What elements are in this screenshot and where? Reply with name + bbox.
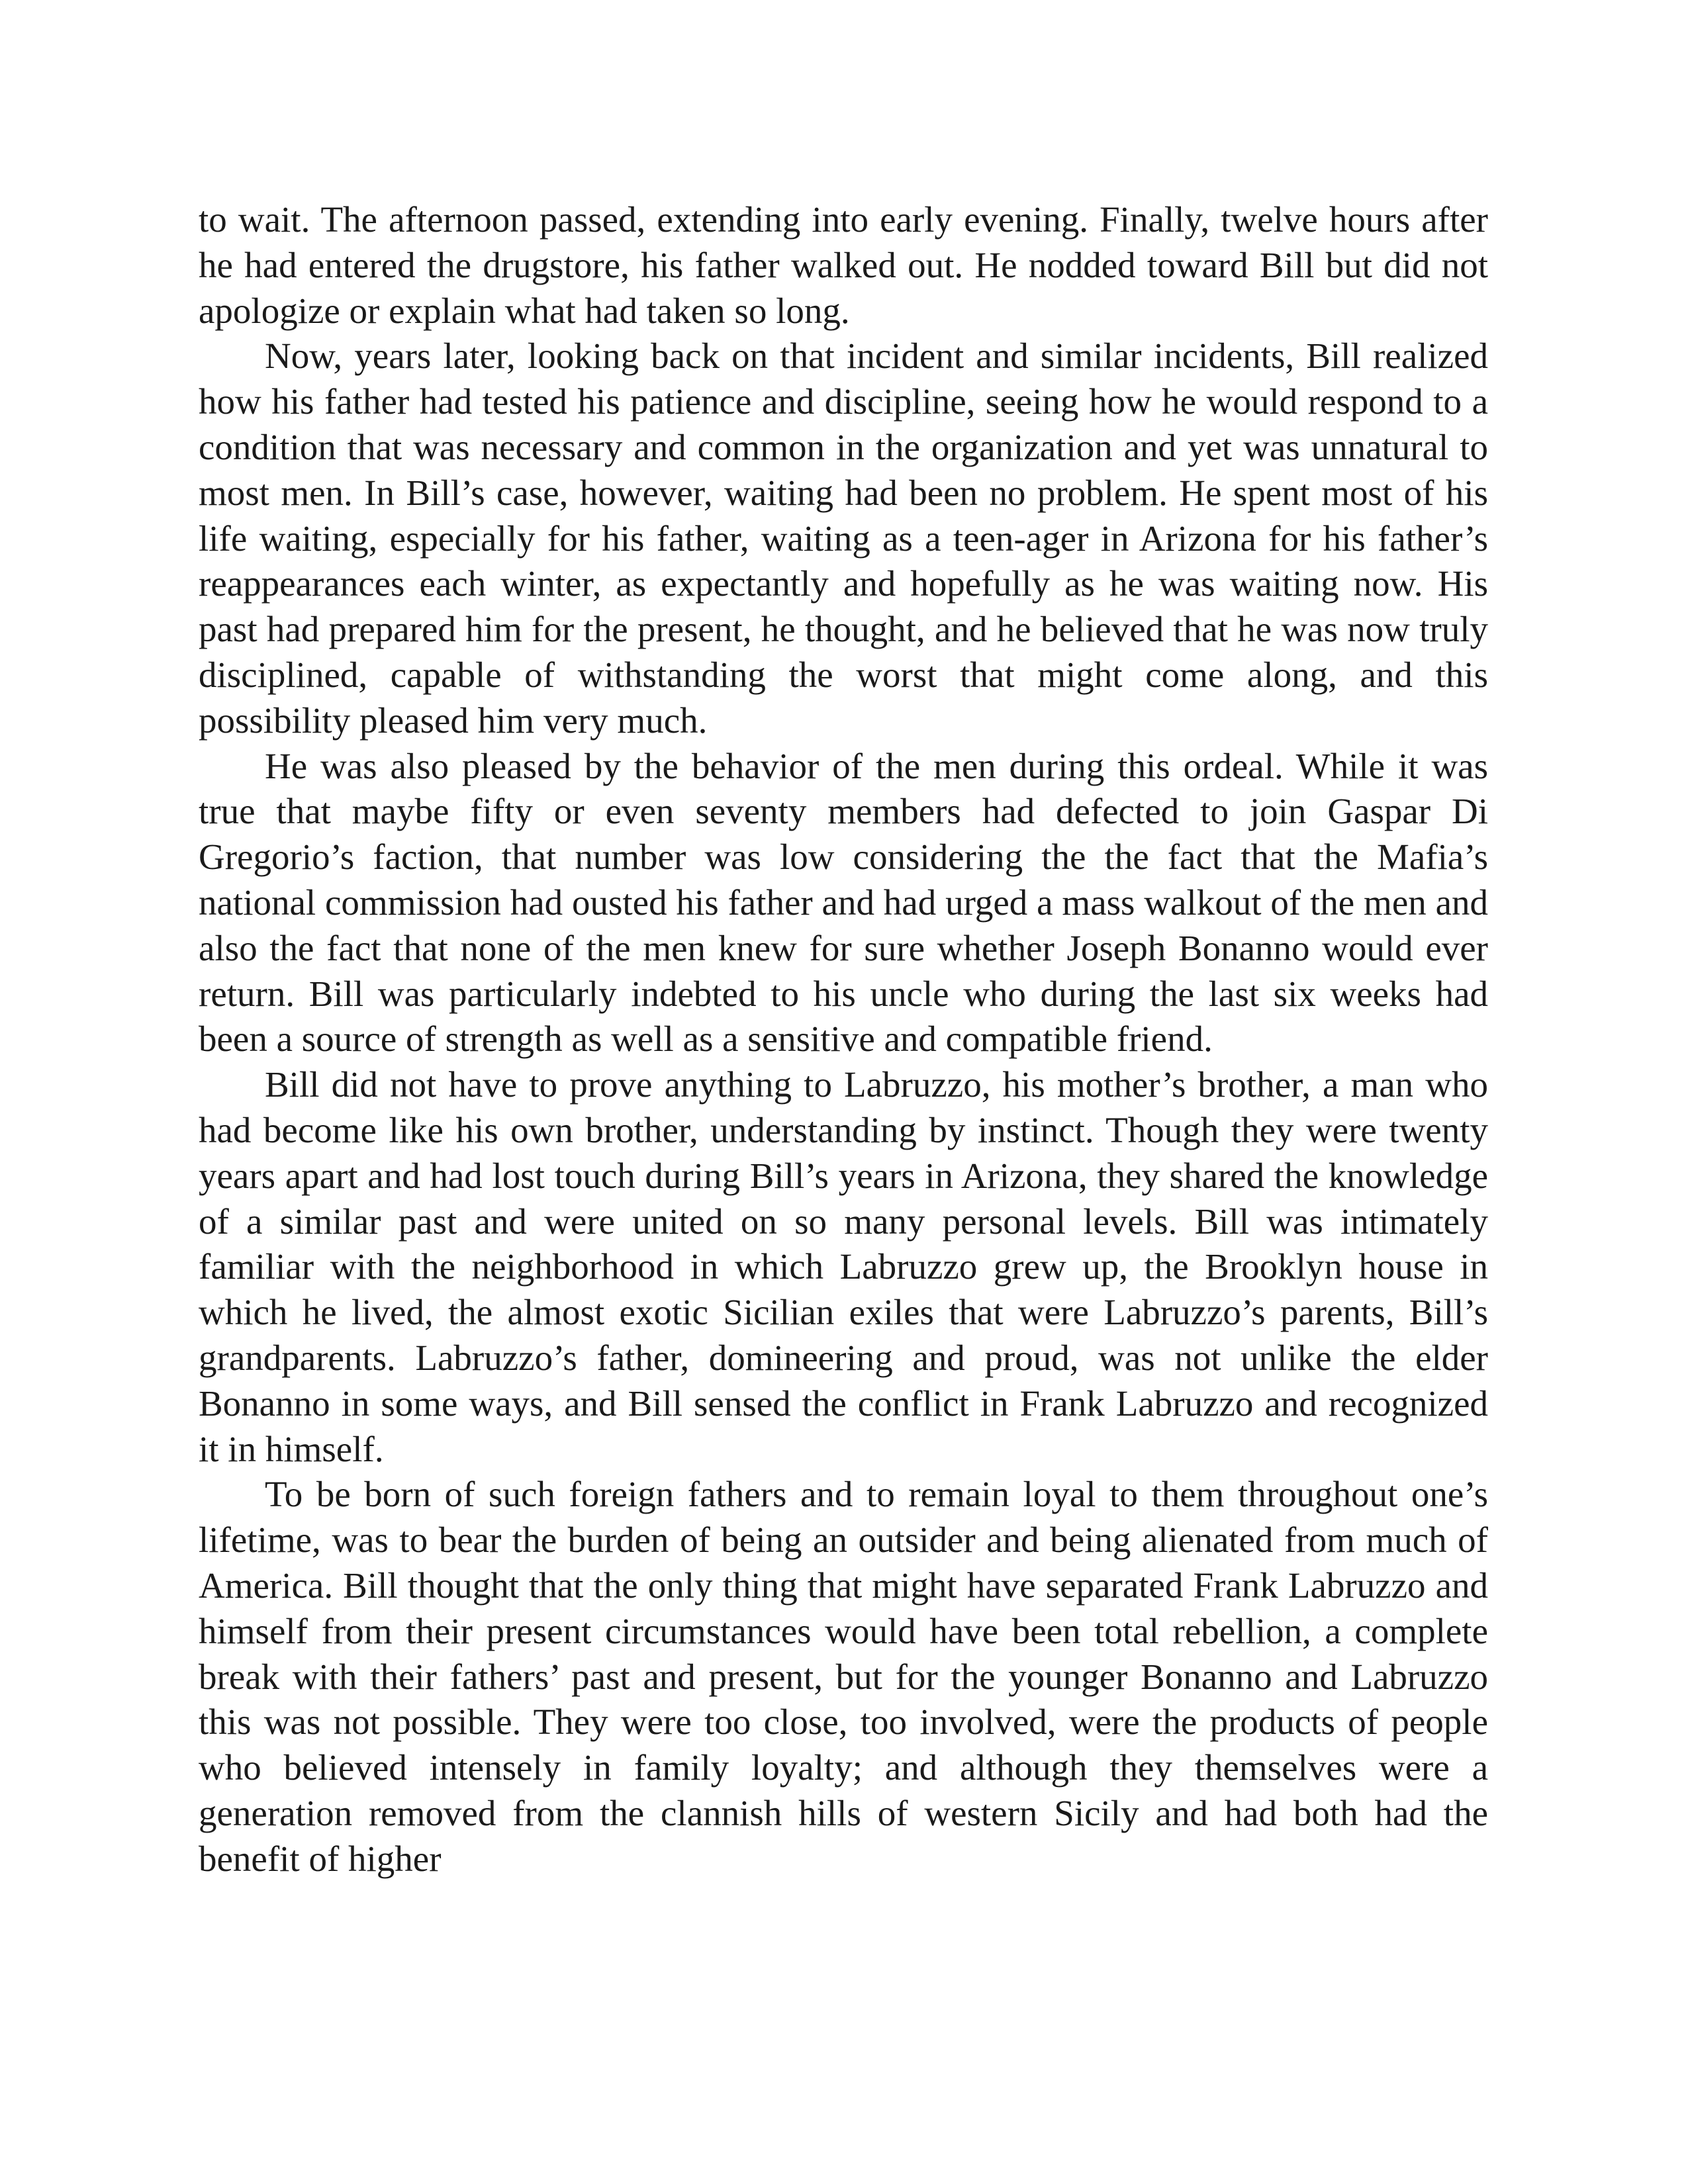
paragraph-foreign-fathers: To be born of such foreign fathers and to remain loyal to them throughout one’s lifetime, was to bear the burden of being an outsider and being alienated from much of America. Bill thought that the only thing that might have separated Frank Labruzzo and himself from their present circumstances would have been total rebellion, a complete break with their fathers’ past and present, but for the younger Bonanno and Labruzzo this was not possible. They were too close, too involved, were the products of people who believed intensely in family loyalty; and although they themselves were a generation removed from the clannish hills of western Sicily and had both had the benefit of higher [199,1474,1488,1879]
paragraph-waiting-discipline: Now, years later, looking back on that incident and similar incidents, Bill realized how his father had tested his patience and discipline, seeing how he would respond to a condition that was necessary and common in the organization and yet was unnatural to most men. In Bill’s case, however, waiting had been no problem. He spent most of his life waiting, especially for his father, waiting as a teen-ager in Arizona for his father’s reappearances each winter, as expectantly and hopefully as he was waiting now. His past had prepared him for the present, he thought, and he believed that he was now truly disciplined, capable of withstanding the worst that might come along, and this possibility pleased him very much. [199,336,1488,741]
body-text [199,197,1488,1882]
paragraph-men-behavior: He was also pleased by the behavior of the men during this ordeal. While it was true that maybe fifty or even seventy members had defected to join Gaspar Di Gregorio’s faction, that number was low considering the the fact that the Mafia’s national commission had ousted his father and had urged a mass walkout of the men and also the fact that none of the men knew for sure whether Joseph Bonanno would ever return. Bill was particularly indebted to his uncle who during the last six weeks had been a source of strength as well as a sensitive and compatible friend. [199,745,1488,1060]
paragraph-continuation: to wait. The afternoon passed, extending into early evening. Finally, twelve hours after he had entered the drugstore, his father walked out. He nodded toward Bill but did not apologize or explain what had taken so long. [199,199,1488,331]
paragraph-labruzzo: Bill did not have to prove anything to Labruzzo, his mother’s brother, a man who had become like his own brother, understanding by instinct. Though they were twenty years apart and had lost touch during Bill’s years in Arizona, they shared the knowledge of a similar past and were united on so many personal levels. Bill was intimately familiar with the neighborhood in which Labruzzo grew up, the Brooklyn house in which he lived, the almost exotic Sicilian exiles that were Labruzzo’s parents, Bill’s grandparents. Labruzzo’s father, domineering and proud, was not unlike the elder Bonanno in some ways, and Bill sensed the conflict in Frank Labruzzo and recognized it in himself. [199,1064,1488,1469]
